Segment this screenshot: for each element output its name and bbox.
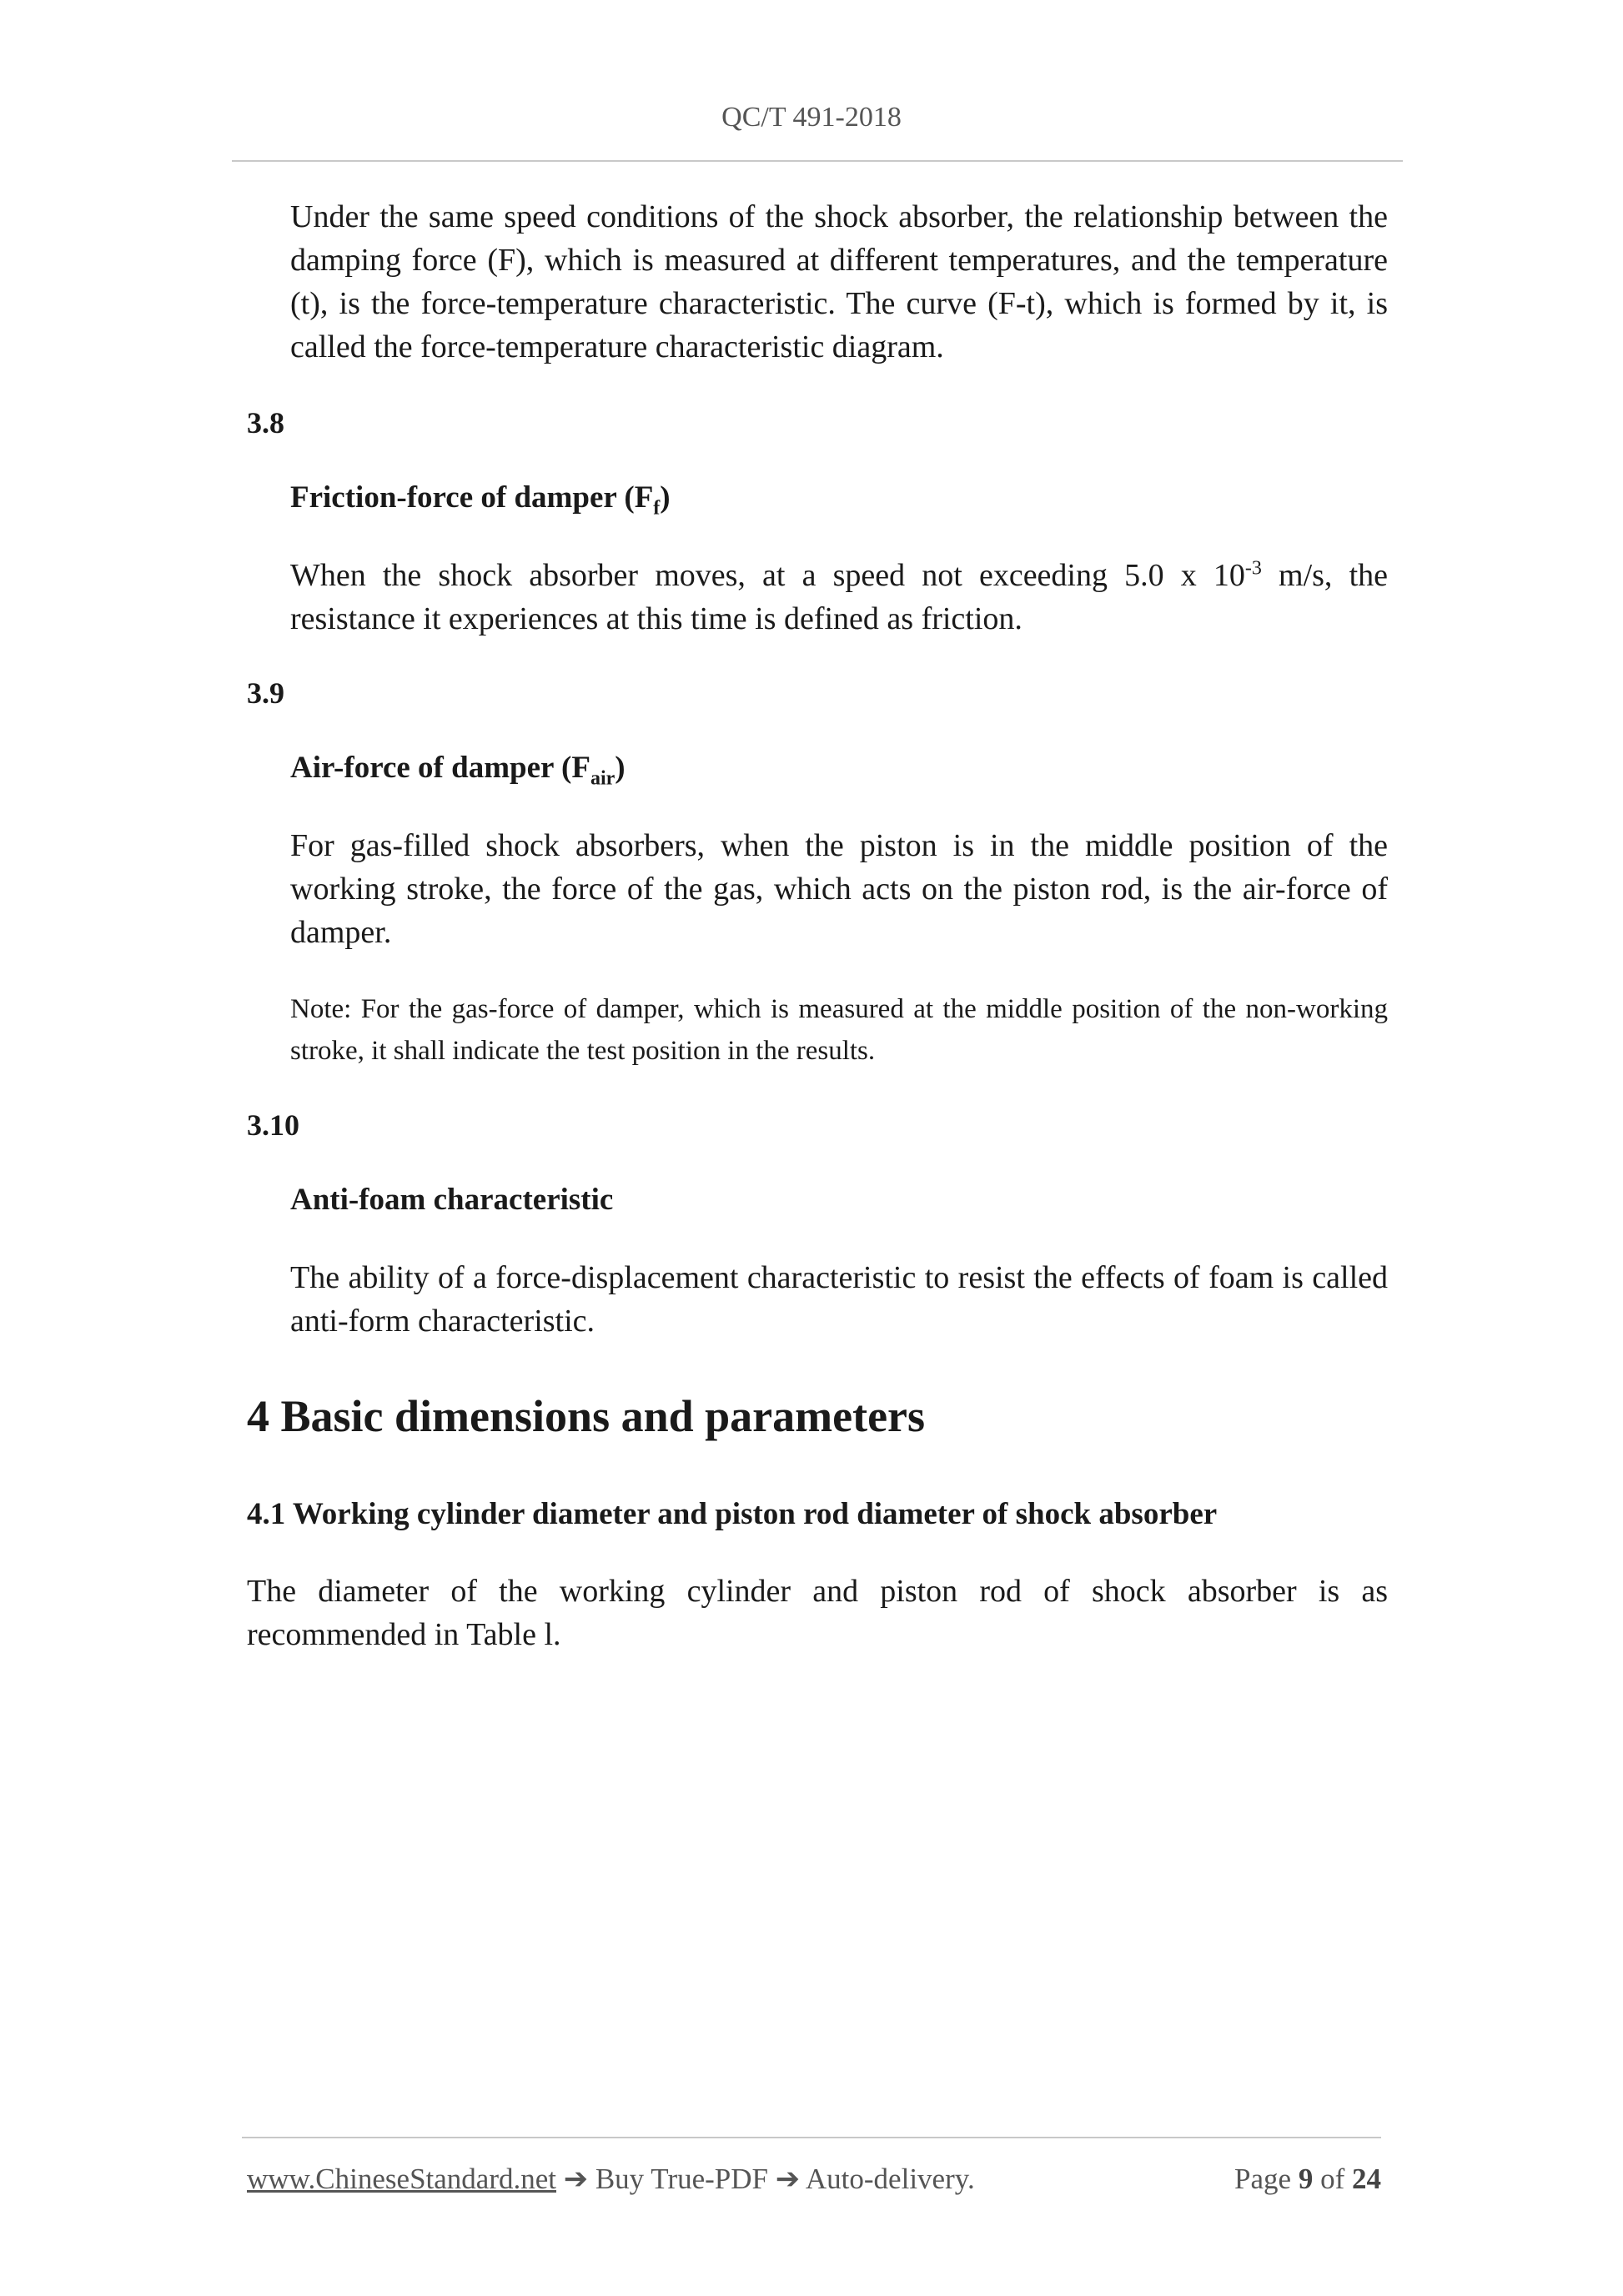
clause-number-3-8: 3.8 — [247, 406, 284, 440]
cylinder-diameter-paragraph: The diameter of the working cylinder and piston rod of shock absorber is as recommended in Table l. — [247, 1574, 1388, 1652]
term-friction-force — [290, 480, 671, 520]
air-force-note: Note: For the gas-force of damper, which is measured at the middle position of the non-working stroke, it shall indicate the test position in the results. — [290, 994, 1388, 1066]
page-number: 9 — [1298, 2163, 1314, 2195]
clause-number-3-9: 3.9 — [247, 676, 284, 710]
term-friction-force-text: Friction-force of damper (F — [290, 480, 654, 515]
term-friction-force-close: ) — [660, 480, 671, 515]
anti-foam-definition-paragraph: The ability of a force-displacement characteristic to resist the effects of foam is called anti-form characteristic. — [290, 1260, 1388, 1339]
of-label: of — [1320, 2163, 1345, 2195]
page-counter — [1234, 2163, 1381, 2196]
buy-true-pdf-text: Buy True-PDF — [595, 2163, 768, 2195]
friction-definition-paragraph — [290, 554, 1388, 641]
force-temperature-paragraph: Under the same speed conditions of the shock absorber, the relationship between the damping force (F), which is measured at different temperatures, and the temperature (t), is the force-temperature characteristic. The curve (F-t), which is formed by it, is called the force-temperature characteristic diagram. — [290, 199, 1388, 364]
standard-code: QC/T 491-2018 — [721, 102, 902, 133]
header-rule — [232, 160, 1403, 162]
arrow-right-icon: ➔ — [775, 2163, 801, 2195]
page-total: 24 — [1352, 2163, 1381, 2195]
term-air-force — [290, 750, 626, 790]
friction-text-b: m/s, the resistance it experiences at this time is defined as friction. — [290, 558, 1388, 636]
arrow-right-icon: ➔ — [563, 2163, 589, 2195]
friction-exponent: -3 — [1244, 557, 1262, 580]
section-heading-4: 4 Basic dimensions and parameters — [247, 1391, 926, 1441]
document-header — [0, 102, 1623, 133]
page-label: Page — [1234, 2163, 1292, 2195]
term-air-force-subscript: air — [590, 767, 616, 790]
auto-delivery-text: Auto-delivery. — [805, 2163, 975, 2195]
footer-promo — [247, 2163, 975, 2196]
term-air-force-close: ) — [615, 751, 626, 785]
air-force-definition-paragraph: For gas-filled shock absorbers, when the piston is in the middle position of the working stroke, the force of the gas, which acts on the piston rod, is the air-force of damper. — [290, 828, 1388, 950]
footer-rule — [242, 2137, 1381, 2138]
term-friction-force-subscript: f — [653, 497, 661, 520]
chinesestandard-link[interactable]: www.ChineseStandard.net — [247, 2163, 556, 2195]
term-anti-foam: Anti-foam characteristic — [290, 1183, 614, 1217]
term-air-force-text: Air-force of damper (F — [290, 751, 590, 785]
clause-number-3-10: 3.10 — [247, 1108, 299, 1142]
friction-text-a: When the shock absorber moves, at a speed not exceeding 5.0 x 10 — [290, 558, 1245, 593]
section-heading-4-1: 4.1 Working cylinder diameter and piston rod diameter of shock absorber — [247, 1497, 1218, 1531]
